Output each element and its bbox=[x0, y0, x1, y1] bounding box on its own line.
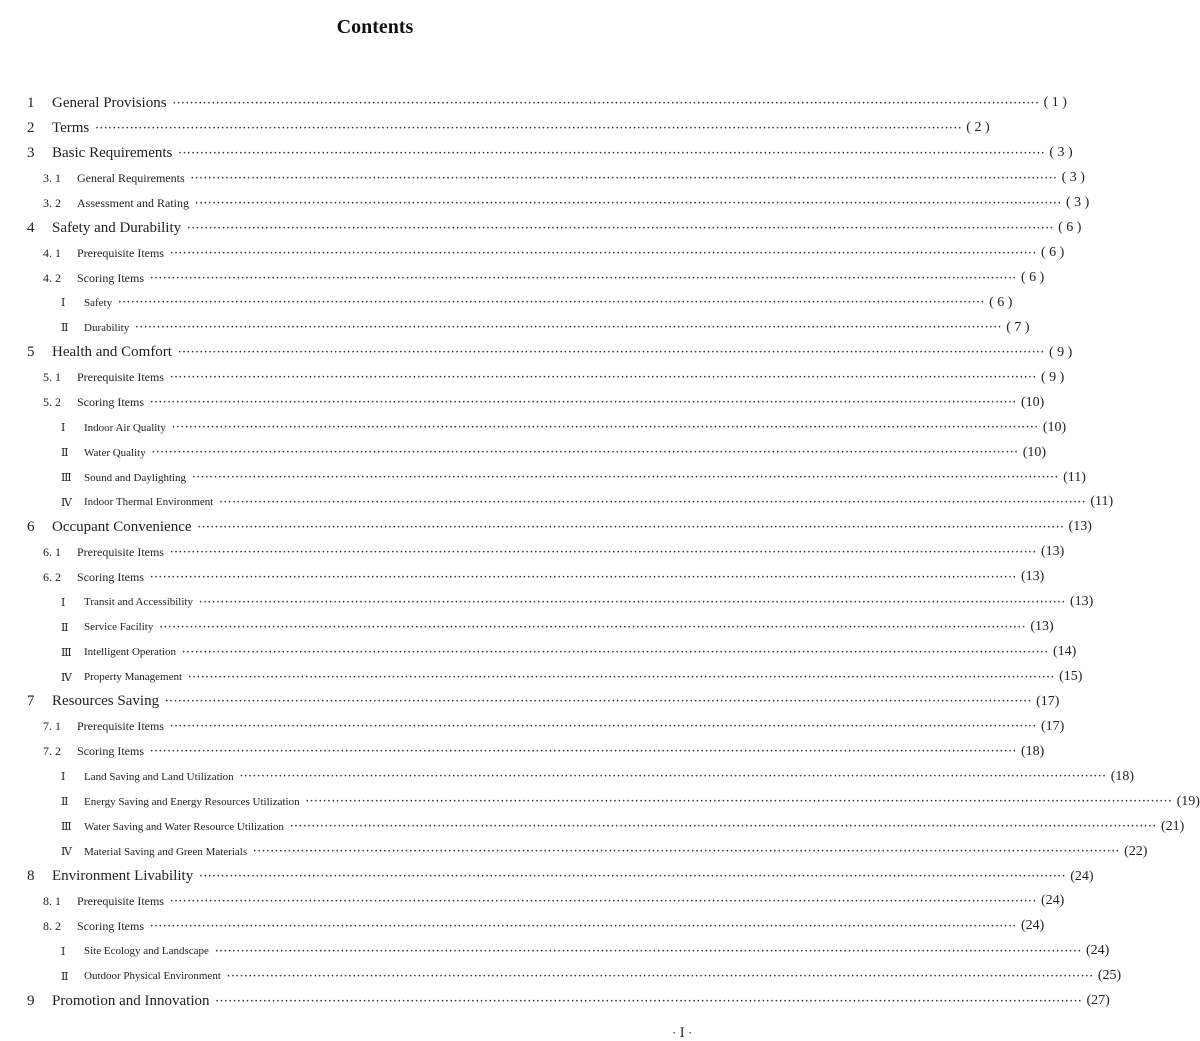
entry-number: Ⅱ bbox=[61, 621, 69, 634]
toc-entry[interactable] bbox=[0, 241, 1065, 266]
toc-entry[interactable] bbox=[0, 365, 1065, 390]
entry-page: (13) bbox=[1068, 519, 1092, 535]
entry-page: (24) bbox=[1085, 943, 1110, 959]
dot-leader: ········································································································································································································ bbox=[169, 895, 1037, 907]
toc-entry[interactable] bbox=[0, 590, 1094, 615]
entry-number: Ⅰ bbox=[61, 771, 66, 784]
toc-entry[interactable] bbox=[0, 789, 1200, 814]
toc-entry[interactable] bbox=[0, 266, 1045, 291]
entry-number: Ⅲ bbox=[61, 821, 72, 834]
entry-page: (11) bbox=[1063, 469, 1086, 485]
entry-number: 8. 2 bbox=[43, 918, 61, 933]
entry-title: Occupant Convenience bbox=[52, 518, 192, 535]
toc-entry[interactable] bbox=[0, 141, 1073, 166]
entry-page: (22) bbox=[1124, 843, 1148, 859]
entry-number: 6. 2 bbox=[43, 569, 61, 584]
dot-leader: ········································································································································································································ bbox=[253, 846, 1121, 858]
toc-entry[interactable] bbox=[0, 839, 1148, 864]
page-title: Contents bbox=[336, 16, 414, 38]
toc-entry[interactable] bbox=[0, 989, 1110, 1014]
dot-leader: ········································································································································································································ bbox=[192, 472, 1060, 484]
dot-leader: ········································································································································································································ bbox=[187, 222, 1055, 234]
entry-number: Ⅳ bbox=[61, 846, 72, 859]
entry-title: Property Management bbox=[84, 671, 183, 684]
entry-title: General Requirements bbox=[77, 170, 185, 185]
entry-title: Safety bbox=[84, 296, 113, 309]
entry-page: ( 3 ) bbox=[1061, 170, 1085, 186]
dot-leader: ········································································································································································································ bbox=[135, 322, 1003, 334]
dot-leader: ········································································································································································································ bbox=[178, 147, 1046, 159]
toc-entry[interactable] bbox=[0, 291, 1013, 316]
dot-leader: ········································································································································································································ bbox=[195, 197, 1062, 209]
entry-title: Site Ecology and Landscape bbox=[84, 945, 209, 958]
entry-page: (13) bbox=[1040, 544, 1065, 560]
entry-number: 4 bbox=[27, 219, 35, 236]
entry-title: Indoor Thermal Environment bbox=[84, 496, 214, 509]
entry-page: (18) bbox=[1021, 743, 1045, 759]
entry-title: Prerequisite Items bbox=[77, 893, 164, 908]
entry-title: Resources Saving bbox=[52, 693, 160, 710]
entry-number: Ⅱ bbox=[61, 322, 69, 335]
entry-number: 5. 1 bbox=[43, 370, 61, 385]
entry-number: 1 bbox=[27, 94, 35, 111]
entry-number: Ⅳ bbox=[61, 671, 72, 684]
entry-page: (24) bbox=[1021, 918, 1045, 934]
entry-title: Basic Requirements bbox=[52, 144, 173, 161]
entry-title: Scoring Items bbox=[77, 395, 144, 410]
toc-entry[interactable] bbox=[0, 540, 1065, 565]
entry-number: Ⅰ bbox=[61, 596, 66, 609]
entry-number: 6. 1 bbox=[43, 544, 61, 559]
dot-leader: ········································································································································································································ bbox=[239, 771, 1107, 783]
entry-title: Assessment and Rating bbox=[77, 195, 189, 210]
toc-entry[interactable] bbox=[0, 91, 1067, 116]
toc-entry[interactable] bbox=[0, 814, 1185, 839]
entry-page: (10) bbox=[1021, 394, 1045, 410]
entry-number: 5. 2 bbox=[43, 395, 61, 410]
entry-number: 9 bbox=[27, 992, 35, 1009]
entry-number: Ⅱ bbox=[61, 447, 69, 460]
dot-leader: ········································································································································································································ bbox=[169, 372, 1037, 384]
entry-title: Promotion and Innovation bbox=[52, 992, 210, 1009]
entry-number: Ⅰ bbox=[61, 297, 66, 310]
entry-number: Ⅱ bbox=[61, 796, 69, 809]
entry-page: (25) bbox=[1097, 968, 1122, 984]
entry-title: Prerequisite Items bbox=[77, 245, 164, 260]
dot-leader: ········································································································································································································ bbox=[289, 821, 1157, 833]
entry-page: (10) bbox=[1022, 444, 1047, 460]
entry-title: Water Quality bbox=[84, 446, 146, 459]
entry-title: Scoring Items bbox=[77, 270, 144, 285]
entry-page: (27) bbox=[1086, 993, 1110, 1009]
entry-number: 4. 2 bbox=[43, 270, 61, 285]
toc-entry[interactable] bbox=[0, 340, 1073, 365]
entry-page: (17) bbox=[1040, 718, 1065, 734]
dot-leader: ········································································································································································································ bbox=[118, 297, 986, 309]
dot-leader: ········································································································································································································ bbox=[165, 696, 1033, 708]
dot-leader: ········································································································································································································ bbox=[159, 621, 1027, 633]
toc-entry[interactable] bbox=[0, 864, 1094, 889]
entry-page: ( 9 ) bbox=[1040, 369, 1065, 385]
dot-leader: ········································································································································································································ bbox=[198, 596, 1066, 608]
entry-number: Ⅰ bbox=[61, 945, 66, 958]
dot-leader: ········································································································································································································ bbox=[150, 272, 1017, 284]
dot-leader: ········································································································································································································ bbox=[169, 546, 1037, 558]
toc-entry[interactable] bbox=[0, 690, 1060, 715]
entry-title: Indoor Air Quality bbox=[84, 421, 166, 434]
entry-page: ( 2 ) bbox=[966, 120, 990, 136]
entry-page: (18) bbox=[1110, 768, 1135, 784]
dot-leader: ········································································································································································································ bbox=[150, 397, 1017, 409]
entry-page: (17) bbox=[1036, 693, 1060, 709]
toc-entry[interactable] bbox=[0, 116, 990, 141]
entry-page: ( 3 ) bbox=[1049, 145, 1073, 161]
entry-page: (13) bbox=[1021, 569, 1045, 585]
toc-entry[interactable] bbox=[0, 315, 1030, 340]
entry-title: Service Facility bbox=[84, 621, 154, 634]
entry-page: ( 6 ) bbox=[1040, 245, 1065, 261]
entry-title: Outdoor Physical Environment bbox=[84, 970, 221, 983]
toc-entry[interactable] bbox=[0, 166, 1085, 191]
entry-page: ( 6 ) bbox=[989, 294, 1013, 310]
entry-title: Scoring Items bbox=[77, 569, 144, 584]
toc-entry[interactable] bbox=[0, 490, 1114, 515]
dot-leader: ········································································································································································································ bbox=[150, 746, 1017, 758]
toc-entry[interactable] bbox=[0, 465, 1086, 490]
entry-number: 3 bbox=[27, 144, 35, 161]
entry-number: 7. 1 bbox=[43, 719, 61, 734]
entry-page: ( 7 ) bbox=[1006, 319, 1030, 335]
entry-number: 3. 1 bbox=[43, 170, 61, 185]
dot-leader: ········································································································································································································ bbox=[305, 796, 1173, 808]
entry-title: Prerequisite Items bbox=[77, 370, 164, 385]
entry-page: (24) bbox=[1070, 868, 1094, 884]
dot-leader: ········································································································································································································ bbox=[215, 995, 1083, 1007]
toc-entry[interactable] bbox=[0, 216, 1082, 241]
entry-number: 7. 2 bbox=[43, 744, 61, 759]
entry-title: Sound and Daylighting bbox=[84, 471, 187, 484]
entry-page: (14) bbox=[1052, 644, 1077, 660]
entry-page: (11) bbox=[1090, 494, 1114, 510]
toc-entry[interactable] bbox=[0, 939, 1110, 964]
entry-page: ( 1 ) bbox=[1043, 95, 1067, 111]
dot-leader: ········································································································································································································ bbox=[214, 945, 1082, 957]
entry-page: ( 9 ) bbox=[1048, 344, 1073, 360]
toc-entry[interactable] bbox=[0, 889, 1065, 914]
toc-entry[interactable] bbox=[0, 615, 1054, 640]
entry-number: 6 bbox=[27, 518, 35, 535]
entry-title: Scoring Items bbox=[77, 918, 144, 933]
entry-number: 8 bbox=[27, 868, 35, 885]
dot-leader: ········································································································································································································ bbox=[171, 422, 1039, 434]
entry-number: 5 bbox=[27, 344, 35, 361]
page-number: · Ⅰ · bbox=[672, 1025, 693, 1040]
entry-title: Transit and Accessibility bbox=[84, 596, 193, 609]
dot-leader: ········································································································································································································ bbox=[169, 721, 1037, 733]
entry-page: ( 6 ) bbox=[1058, 220, 1082, 236]
entry-title: Prerequisite Items bbox=[77, 544, 164, 559]
table-of-contents bbox=[0, 91, 1200, 1014]
dot-leader: ········································································································································································································ bbox=[188, 671, 1056, 683]
toc-entry[interactable] bbox=[0, 191, 1090, 216]
toc-entry[interactable] bbox=[0, 665, 1083, 690]
dot-leader: ········································································································································································································ bbox=[190, 172, 1058, 184]
entry-number: Ⅱ bbox=[61, 970, 69, 983]
entry-page: (21) bbox=[1160, 818, 1185, 834]
toc-entry[interactable] bbox=[0, 390, 1045, 415]
entry-title: Land Saving and Land Utilization bbox=[84, 770, 234, 783]
toc-entry[interactable] bbox=[0, 565, 1045, 590]
dot-leader: ········································································································································································································ bbox=[219, 496, 1087, 508]
toc-entry[interactable] bbox=[0, 440, 1047, 465]
dot-leader: ········································································································································································································ bbox=[177, 347, 1045, 359]
entry-number: 7 bbox=[27, 693, 35, 710]
entry-number: Ⅲ bbox=[61, 646, 72, 659]
toc-entry[interactable] bbox=[0, 515, 1092, 540]
toc-entry[interactable] bbox=[0, 714, 1065, 739]
entry-title: Environment Livability bbox=[52, 868, 194, 885]
entry-number: 2 bbox=[27, 119, 35, 136]
dot-leader: ········································································································································································································ bbox=[197, 521, 1065, 533]
entry-title: Water Saving and Water Resource Utilization bbox=[84, 820, 284, 833]
entry-page: (15) bbox=[1059, 669, 1083, 685]
entry-page: (13) bbox=[1030, 619, 1054, 635]
entry-number: Ⅰ bbox=[61, 422, 66, 435]
toc-entry[interactable] bbox=[0, 914, 1045, 939]
entry-title: Scoring Items bbox=[77, 744, 144, 759]
dot-leader: ········································································································································································································ bbox=[150, 920, 1017, 932]
entry-title: Material Saving and Green Materials bbox=[84, 845, 248, 858]
dot-leader: ········································································································································································································ bbox=[181, 646, 1049, 658]
toc-entry[interactable] bbox=[0, 640, 1077, 665]
entry-page: (10) bbox=[1042, 419, 1067, 435]
dot-leader: ········································································································································································································ bbox=[150, 571, 1017, 583]
toc-entry[interactable] bbox=[0, 739, 1045, 764]
dot-leader: ········································································································································································································ bbox=[95, 122, 963, 134]
entry-title: Durability bbox=[84, 321, 130, 334]
entry-page: ( 3 ) bbox=[1066, 195, 1090, 211]
entry-number: Ⅳ bbox=[61, 496, 72, 509]
entry-title: General Provisions bbox=[52, 94, 167, 111]
entry-title: Health and Comfort bbox=[52, 344, 172, 361]
entry-title: Energy Saving and Energy Resources Utilization bbox=[84, 795, 300, 808]
entry-page: ( 6 ) bbox=[1021, 270, 1045, 286]
dot-leader: ········································································································································································································ bbox=[169, 247, 1037, 259]
entry-number: 8. 1 bbox=[43, 893, 61, 908]
entry-number: 3. 2 bbox=[43, 195, 61, 210]
dot-leader: ········································································································································································································ bbox=[172, 97, 1040, 109]
dot-leader: ········································································································································································································ bbox=[151, 447, 1019, 459]
entry-title: Terms bbox=[52, 119, 90, 136]
entry-page: (13) bbox=[1069, 594, 1094, 610]
entry-page: (24) bbox=[1040, 893, 1065, 909]
entry-title: Intelligent Operation bbox=[84, 646, 176, 659]
entry-number: 4. 1 bbox=[43, 245, 61, 260]
entry-number: Ⅲ bbox=[61, 472, 72, 485]
toc-entry[interactable] bbox=[0, 764, 1135, 789]
toc-entry[interactable] bbox=[0, 415, 1067, 440]
dot-leader: ········································································································································································································ bbox=[199, 871, 1067, 883]
dot-leader: ········································································································································································································ bbox=[226, 970, 1094, 982]
entry-page: (19) bbox=[1176, 793, 1200, 809]
toc-entry[interactable] bbox=[0, 964, 1122, 989]
entry-title: Prerequisite Items bbox=[77, 719, 164, 734]
entry-title: Safety and Durability bbox=[52, 219, 182, 236]
